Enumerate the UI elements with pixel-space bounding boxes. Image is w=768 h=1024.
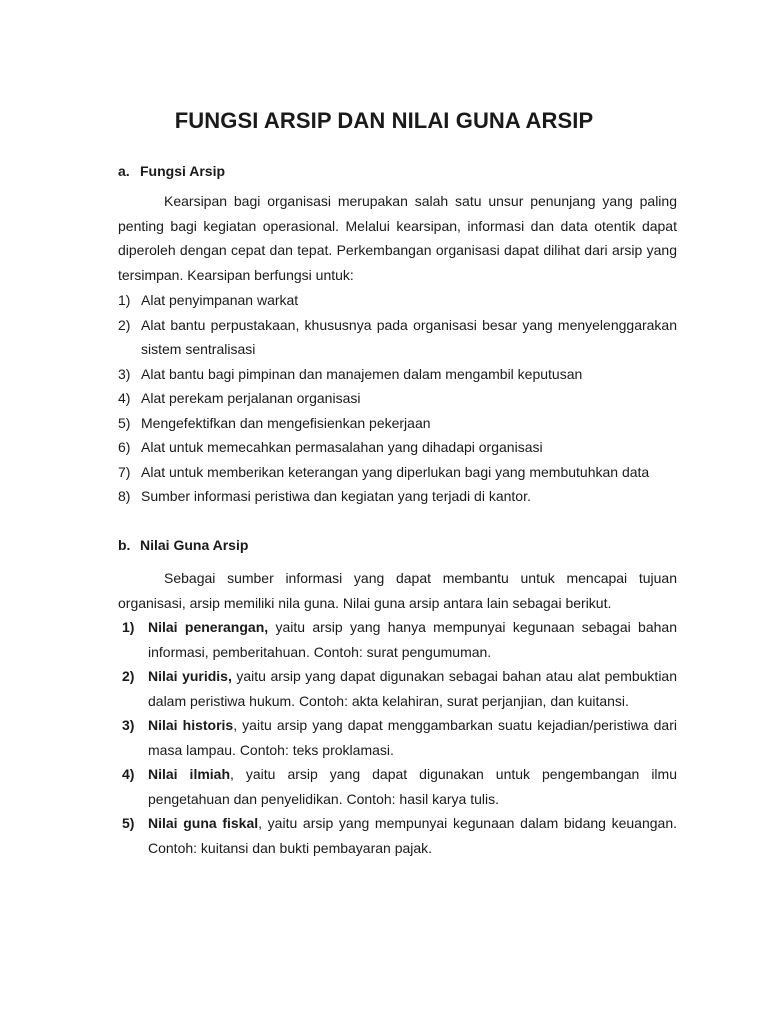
nilai-guna-list-item [118, 762, 677, 811]
list-item-number: 6) [118, 439, 131, 455]
list-item-term: Nilai ilmiah [148, 766, 231, 782]
list-item-term: Nilai historis [148, 717, 234, 733]
list-item-number: 1) [122, 619, 135, 635]
list-item-text: Alat untuk memberikan keterangan yang diperlukan bagi yang membutuhkan data [141, 463, 650, 480]
fungsi-list-item [118, 411, 677, 436]
nilai-guna-list-item [118, 713, 677, 762]
list-item-text: Alat perekam perjalanan organisasi [141, 390, 361, 406]
list-item-text: Sumber informasi peristiwa dan kegiatan yang terjadi di kantor. [141, 488, 531, 504]
list-item-text: , yaitu arsip yang dapat menggambarkan suatu kejadian/peristiwa dari masa lampau. Contoh: teks proklamasi. [148, 717, 677, 758]
section-a-heading [118, 163, 225, 179]
section-b-marker: b. [118, 537, 131, 553]
list-item-number: 2) [118, 316, 131, 333]
list-item-text: yaitu arsip yang dapat digunakan sebagai bahan atau alat pembuktian dalam peristiwa hukum. Contoh: akta kelahiran, surat perjanjian, dan kuitansi. [148, 668, 678, 709]
fungsi-list-item [118, 435, 677, 460]
list-item-number: 3) [122, 717, 135, 733]
fungsi-list-item [118, 288, 677, 313]
list-item-term: Nilai guna fiskal [148, 815, 259, 831]
section-a-intro [118, 189, 677, 287]
fungsi-list-item [118, 484, 677, 509]
page-title: FUNGSI ARSIP DAN NILAI GUNA ARSIP [174, 108, 594, 133]
list-item-term: Nilai penerangan, [148, 619, 269, 635]
list-item-number: 8) [118, 488, 131, 504]
section-b-list [118, 615, 677, 860]
list-item-text: Alat bantu perpustakaan, khususnya pada organisasi besar yang menyelenggarakan sistem sentralisasi [141, 316, 677, 357]
list-item-text: Alat penyimpanan warkat [141, 292, 299, 308]
section-b-intro-text: Sebagai sumber informasi yang dapat membantu untuk mencapai tujuan organisasi, arsip memiliki nila guna. Nilai guna arsip antara lain sebagai berikut. [118, 570, 677, 611]
list-item-term: Nilai yuridis, [148, 668, 232, 684]
fungsi-list-item [118, 313, 677, 362]
list-item-number: 1) [118, 292, 131, 308]
list-item-number: 7) [118, 463, 131, 480]
section-b-heading [118, 537, 248, 553]
fungsi-list-item [118, 386, 677, 411]
section-a-intro-text: Kearsipan bagi organisasi merupakan salah satu unsur penunjang yang paling penting bagi kegiatan operasional. Melalui kearsipan, informasi dan data otentik dapat diperoleh dengan cepat dan tepat. Perkembangan organisasi dapat dilihat dari arsip yang tersimpan. Kearsipan berfungsi untuk: [118, 193, 677, 283]
nilai-guna-list-item [118, 664, 677, 713]
section-a-marker: a. [118, 163, 130, 179]
list-item-text: Mengefektifkan dan mengefisienkan pekerjaan [141, 414, 431, 431]
list-item-text: , yaitu arsip yang dapat digunakan untuk pengembangan ilmu pengetahuan dan penyelidikan. Contoh: hasil karya tulis. [148, 766, 677, 807]
section-b-title: Nilai Guna Arsip [140, 537, 249, 553]
fungsi-list-item [118, 460, 677, 485]
list-item-text: , yaitu arsip yang mempunyai kegunaan dalam bidang keuangan. Contoh: kuitansi dan bukti pembayaran pajak. [148, 815, 677, 856]
section-a-title: Fungsi Arsip [140, 163, 226, 179]
list-item-text: Alat untuk memecahkan permasalahan yang dihadapi organisasi [141, 439, 543, 455]
section-a-list [118, 288, 677, 509]
fungsi-list-item [118, 362, 677, 387]
list-item-number: 4) [118, 390, 131, 406]
section-b-intro [118, 566, 677, 615]
list-item-text: yaitu arsip yang hanya mempunyai kegunaan sebagai bahan informasi, pemberitahuan. Contoh: surat pengumuman. [148, 619, 677, 660]
list-item-number: 5) [118, 414, 131, 431]
list-item-number: 4) [122, 766, 135, 782]
list-item-number: 2) [122, 668, 135, 684]
nilai-guna-list-item [118, 615, 677, 664]
list-item-number: 3) [118, 365, 131, 382]
list-item-text: Alat bantu bagi pimpinan dan manajemen dalam mengambil keputusan [141, 365, 583, 382]
list-item-number: 5) [122, 815, 135, 831]
nilai-guna-list-item [118, 811, 677, 860]
